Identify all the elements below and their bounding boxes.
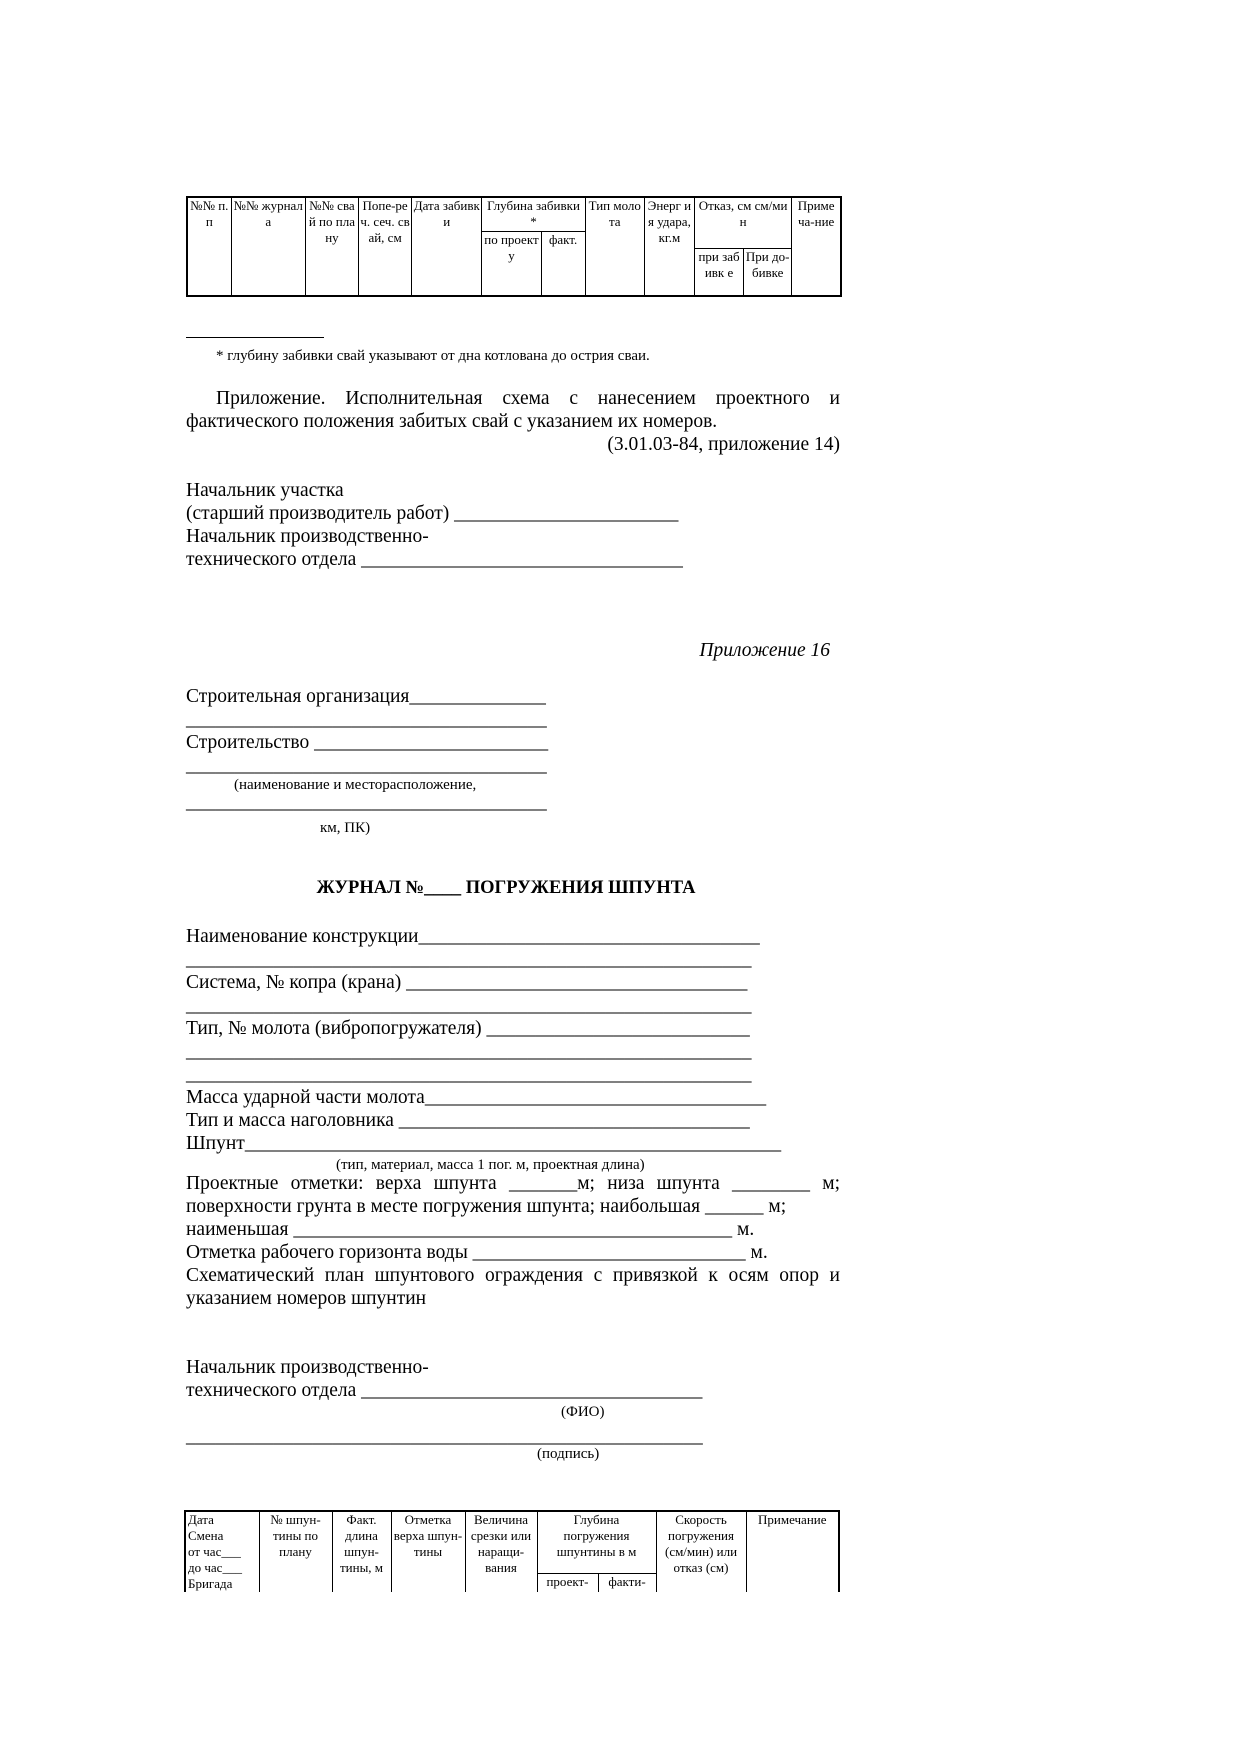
form-line: Тип и масса наголовника ____________________________________ [186,1110,750,1131]
marks-water: Отметка рабочего горизонта воды ____________________________ м. [186,1242,768,1263]
col-length: Факт. длина шпун-тины, м [332,1511,391,1592]
form-line: __________________________________________________________ [186,1041,752,1062]
col-sheet-no: № шпун-тины по плану [259,1511,332,1592]
col-journal: №№ журнала [231,197,305,296]
appendix-paragraph: Приложение. Исполнительная схема с нанесением проектного и фактического положения забитых свай с указанием их номеров. [186,388,840,432]
col-piles: №№ свай по плану [305,197,358,296]
appendix-reference: (3.01.03-84, приложение 14) [607,434,840,455]
footnote: * глубину забивки свай указывают от дна котлована до острия сваи. [216,348,650,364]
col-section: Попе-реч. сеч. свай, см [359,197,412,296]
col-refusal-driving: при забивк е [694,248,743,296]
org-line: _____________________________________ [186,755,547,776]
sign-caption: (подпись) [537,1446,600,1462]
col-note: Приме ча-ние [792,197,841,296]
col-date: Дата забивки [412,197,482,296]
col-top-mark: Отметка верха шпун-тины [391,1511,465,1592]
marks-paragraph: Проектные отметки: верха шпунта _______м; низа шпунта ________ м; поверхности грунта в месте погружения шпунта; наибольшая ______ м; [186,1173,840,1217]
col-date-shift: Дата Смена от час___ до час___ Бригада [185,1511,259,1592]
signature-line: (старший производитель работ) _______________________ [186,503,679,524]
org-caption-1: (наименование и месторасположение, [234,777,477,793]
form-line: __________________________________________________________ [186,949,752,970]
org-line: _____________________________________ [186,709,547,730]
piles-table [186,196,842,297]
signature-line: Начальник производственно- [186,526,429,547]
signatures-block-2 [186,1356,866,1402]
col-depth: Глубина забивки * [482,197,585,231]
col-note: Примечание [746,1511,839,1592]
col-depth-actual: факти- [598,1574,656,1592]
form-line: __________________________________________________________ [186,1064,752,1085]
org-block [186,685,606,777]
col-depth-actual: факт. [541,231,585,296]
col-hammer: Тип молота [585,197,644,296]
form-line: Система, № копра (крана) ___________________________________ [186,972,748,993]
col-depth-design: проект- [537,1574,598,1592]
form-block [186,925,846,1155]
fio-caption: (ФИО) [561,1404,605,1420]
footnote-rule [186,337,324,338]
sign-line: _____________________________________________________ [186,1426,703,1447]
signature-line: Начальник производственно- [186,1357,429,1378]
form-line: Тип, № молота (вибропогружателя) ___________________________ [186,1018,750,1039]
org-line: _____________________________________ [186,792,547,813]
shpunt-caption: (тип, материал, масса 1 пог. м, проектная длина) [336,1157,645,1173]
col-refusal-redriving: При до-бивке [744,248,792,296]
form-line: Масса ударной части молота___________________________________ [186,1087,767,1108]
col-refusal: Отказ, см см/мин [694,197,791,248]
form-line: Наименование конструкции___________________________________ [186,926,760,947]
appendix-label: Приложение 16 [699,640,830,661]
col-depth-design: по проекту [482,231,541,296]
form-line: __________________________________________________________ [186,995,752,1016]
col-speed: Скорость погружения (см/мин) или отказ (см) [656,1511,746,1592]
col-energy: Энерг ия удара, кг.м [644,197,694,296]
signature-line: Начальник участка [186,480,344,501]
signature-line: технического отдела _________________________________ [186,549,683,570]
sheet-pile-table [184,1510,840,1592]
col-depth: Глубина погружения шпунтины в м [537,1511,656,1574]
marks-min: наименьшая _____________________________________________ м. [186,1219,755,1240]
form-line: Шпунт_______________________________________________________ [186,1133,782,1154]
signature-line: технического отдела ___________________________________ [186,1380,703,1401]
org-caption-2: км, ПК) [320,820,371,836]
org-line: Строительная организация______________ [186,686,546,707]
col-num: №№ п.п [187,197,231,296]
org-line: Строительство ________________________ [186,732,549,753]
col-cut: Величина срезки или наращи-вания [465,1511,537,1592]
scheme-paragraph: Схематический план шпунтового ограждения с привязкой к осям опор и указанием номеров шпунтин [186,1265,840,1309]
signatures-block-1 [186,479,866,571]
journal-title: ЖУРНАЛ №____ ПОГРУЖЕНИЯ ШПУНТА [316,878,696,898]
